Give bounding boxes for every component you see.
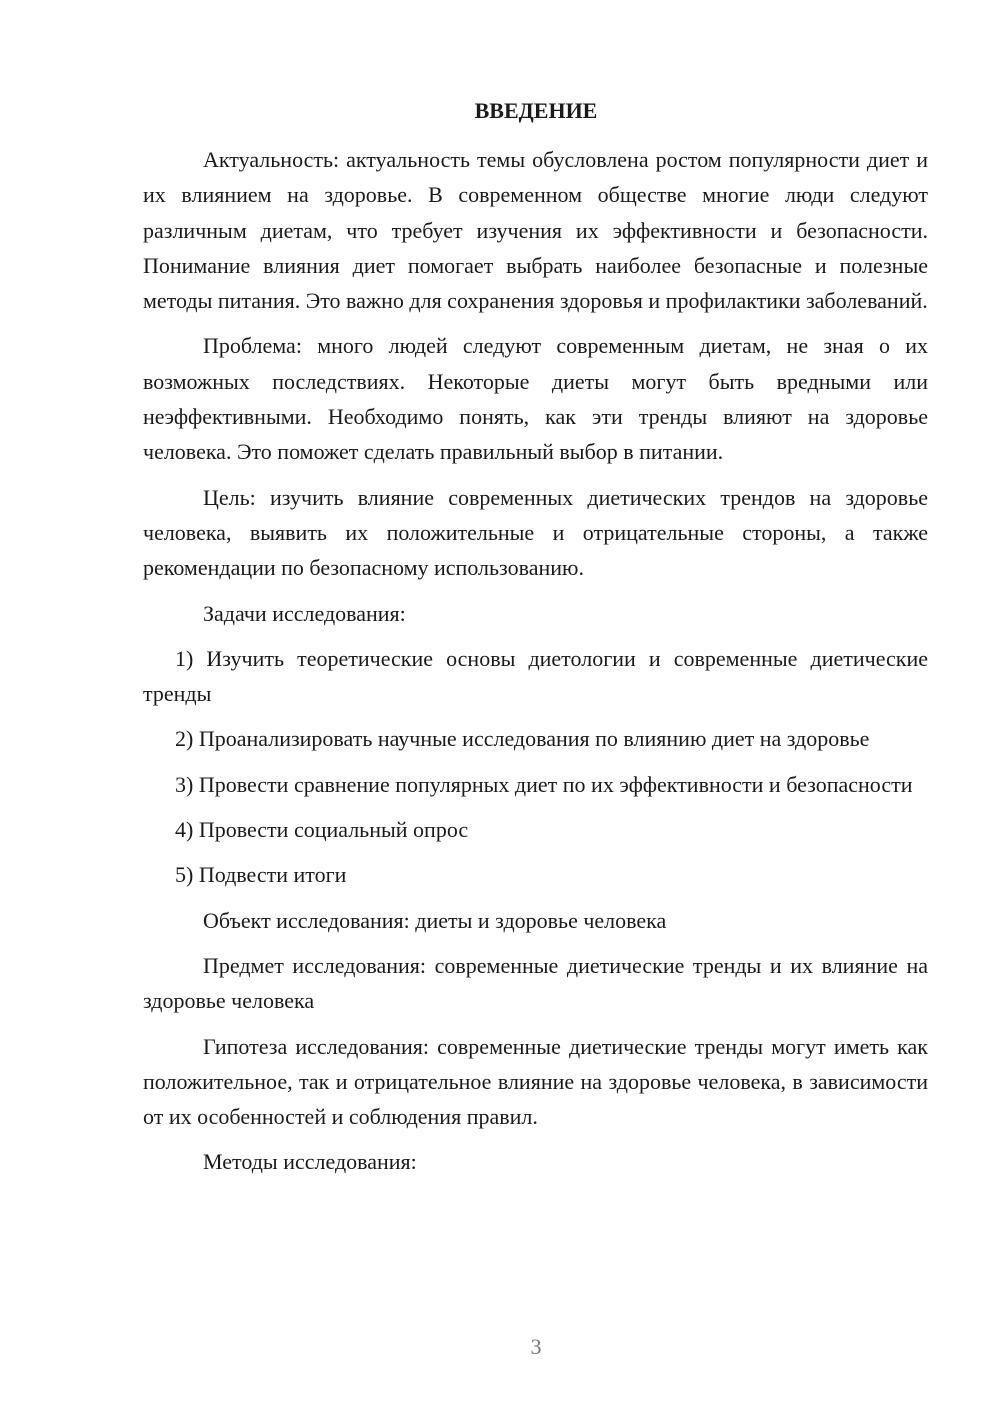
tasks-heading: Задачи исследования: <box>203 600 406 626</box>
hypothesis-paragraph: Гипотеза исследования: современные диетические тренды могут иметь как положительное, так и отрицательное влияние на здоровье человека, в зависимости от их особенностей и соблюдения правил. <box>143 1033 928 1130</box>
relevance-paragraph: Актуальность: актуальность темы обусловлена ростом популярности диет и их влиянием на здоровье. В современном обществе многие люди следуют различным диетам, что требует изучения их эффективности и безопасности. Понимание влияния диет помогает выбрать наиболее безопасные и полезные методы питания. Это важно для сохранения здоровья и профилактики заболеваний. <box>143 147 928 314</box>
task-item-1: 1) Изучить теоретические основы диетологии и современные диетические тренды <box>143 645 928 707</box>
task-item-5: 5) Подвести итоги <box>175 862 347 888</box>
document-body <box>143 142 928 1190</box>
goal-paragraph: Цель: изучить влияние современных диетических трендов на здоровье человека, выявить их положительные и отрицательные стороны, а также рекомендации по безопасному использованию. <box>143 484 928 581</box>
methods-heading: Методы исследования: <box>203 1149 417 1175</box>
task-item-3: 3) Провести сравнение популярных диет по их эффективности и безопасности <box>175 771 913 797</box>
task-item-2: 2) Проанализировать научные исследования по влиянию диет на здоровье <box>175 726 870 752</box>
subject-paragraph: Предмет исследования: современные диетические тренды и их влияние на здоровье человека <box>143 952 928 1014</box>
page-title: ВВЕДЕНИЕ <box>474 98 598 123</box>
page-number: 3 <box>530 1334 542 1359</box>
task-item-4: 4) Провести социальный опрос <box>175 817 469 843</box>
object-paragraph: Объект исследования: диеты и здоровье человека <box>203 907 667 933</box>
problem-paragraph: Проблема: много людей следуют современным диетам, не зная о их возможных последствиях. Некоторые диеты могут быть вредными или неэффективными. Необходимо понять, как эти тренды влияют на здоровье человека. Это поможет сделать правильный выбор в питании. <box>143 333 928 465</box>
